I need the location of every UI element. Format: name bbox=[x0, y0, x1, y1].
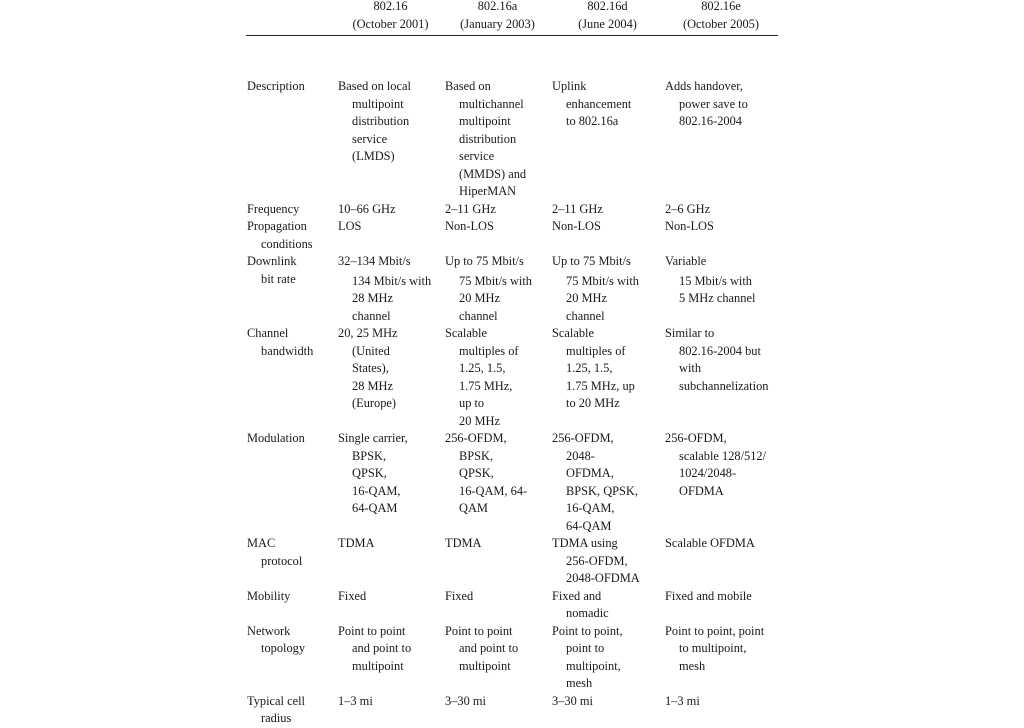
cell-line: multipoint bbox=[352, 96, 404, 111]
cell-line: (MMDS) and bbox=[459, 166, 527, 181]
cell-line: Fixed and bbox=[552, 588, 602, 603]
cell-line: multipoint bbox=[459, 658, 511, 673]
table-row bbox=[246, 218, 778, 253]
cell-line: Point to point, bbox=[552, 623, 623, 638]
cell-line: scalable 128/512/ bbox=[679, 448, 767, 463]
row-label bbox=[246, 218, 337, 253]
table-cell bbox=[551, 201, 664, 219]
table-cell bbox=[664, 535, 778, 588]
column-header-802-16 bbox=[337, 0, 444, 35]
table-cell bbox=[664, 693, 778, 728]
row-label-line: protocol bbox=[261, 553, 303, 568]
row-label-line: conditions bbox=[261, 236, 313, 251]
row-label-line: MAC bbox=[247, 536, 276, 550]
table-body bbox=[246, 72, 778, 728]
row-label-line: Downlink bbox=[247, 254, 297, 268]
column-header-802-16e bbox=[664, 0, 778, 35]
cell-line: Non-LOS bbox=[445, 219, 494, 233]
cell-line: 1–3 mi bbox=[338, 693, 373, 708]
table-cell bbox=[337, 623, 444, 693]
cell-line: Fixed bbox=[338, 588, 367, 603]
table-cell bbox=[444, 218, 551, 253]
table-cell bbox=[444, 253, 551, 325]
cell-line: BPSK, QPSK, bbox=[566, 483, 638, 498]
cell-line: Scalable OFDMA bbox=[665, 536, 755, 550]
table-cell bbox=[551, 430, 664, 535]
table-cell bbox=[337, 430, 444, 535]
cell-line: Variable bbox=[665, 254, 707, 268]
row-label-line: radius bbox=[261, 711, 292, 725]
cell-line: multichannel bbox=[459, 96, 524, 111]
column-header-802-16a bbox=[444, 0, 551, 35]
cell-line: multipoint bbox=[352, 658, 404, 673]
row-label bbox=[246, 78, 337, 201]
cell-line: Point to point, point bbox=[665, 623, 765, 638]
column-date: (January 2003) bbox=[460, 16, 535, 31]
cell-line: 1–3 mi bbox=[665, 693, 700, 708]
table-cell bbox=[664, 623, 778, 693]
row-label bbox=[246, 693, 337, 728]
cell-line: 2048- bbox=[566, 448, 595, 463]
table-cell bbox=[664, 218, 778, 253]
table-cell bbox=[444, 325, 551, 430]
cell-line: to multipoint, bbox=[679, 641, 747, 655]
table-cell bbox=[664, 588, 778, 623]
cell-line: 16-QAM, bbox=[566, 501, 615, 515]
table-cell bbox=[664, 253, 778, 325]
row-label bbox=[246, 588, 337, 623]
cell-line: multipoint bbox=[459, 114, 511, 128]
table-header bbox=[246, 0, 778, 72]
cell-line: 16-QAM, bbox=[352, 483, 401, 498]
row-label bbox=[246, 325, 337, 430]
cell-line: QPSK, bbox=[352, 466, 387, 480]
cell-line: 75 Mbit/s with bbox=[459, 273, 532, 288]
row-label-line: bit rate bbox=[261, 271, 296, 286]
table-row bbox=[246, 78, 778, 201]
column-date: (October 2005) bbox=[682, 16, 760, 31]
cell-line: Adds handover, bbox=[665, 79, 743, 93]
cell-line: BPSK, bbox=[459, 448, 494, 463]
table-row bbox=[246, 535, 778, 588]
table-cell bbox=[551, 693, 664, 728]
cell-line: Based on bbox=[445, 79, 491, 93]
table-cell bbox=[664, 325, 778, 430]
cell-line: 15 Mbit/s with bbox=[679, 273, 752, 288]
cell-line: 10–66 GHz bbox=[338, 201, 396, 216]
table-cell bbox=[444, 201, 551, 219]
cell-line: TDMA bbox=[445, 536, 482, 550]
cell-line: 20 MHz bbox=[566, 291, 607, 305]
cell-line: 5 MHz channel bbox=[679, 291, 756, 305]
table-cell bbox=[444, 588, 551, 623]
table-row bbox=[246, 693, 778, 728]
row-label bbox=[246, 430, 337, 535]
row-label-line: Description bbox=[247, 79, 305, 93]
cell-line: 802.16-2004 bbox=[679, 114, 742, 128]
row-label bbox=[246, 535, 337, 588]
cell-line: service bbox=[459, 149, 495, 163]
cell-line: multiples of bbox=[566, 343, 626, 358]
cell-line: Point to point bbox=[338, 623, 406, 638]
cell-line: 1.75 MHz, up bbox=[566, 378, 635, 393]
cell-line: Scalable bbox=[445, 326, 487, 340]
column-header-802-16d bbox=[551, 0, 664, 35]
table-cell bbox=[664, 78, 778, 201]
cell-line: enhancement bbox=[566, 96, 632, 111]
column-standard: 802.16e bbox=[701, 0, 741, 13]
cell-line: up to bbox=[459, 396, 485, 410]
cell-line: 256-OFDM, bbox=[445, 431, 507, 445]
cell-line: Similar to bbox=[665, 326, 715, 340]
cell-line: mesh bbox=[566, 676, 593, 690]
row-label bbox=[246, 623, 337, 693]
cell-line: 256-OFDM, bbox=[552, 431, 614, 445]
table-cell bbox=[444, 623, 551, 693]
cell-line: 32–134 Mbit/s bbox=[338, 254, 411, 268]
cell-line: (LMDS) bbox=[352, 149, 395, 163]
cell-line: Non-LOS bbox=[552, 219, 601, 233]
table-row bbox=[246, 325, 778, 430]
cell-line: channel bbox=[459, 308, 498, 323]
column-standard: 802.16d bbox=[587, 0, 628, 13]
table-cell bbox=[664, 430, 778, 535]
table-cell bbox=[551, 218, 664, 253]
table-cell bbox=[444, 535, 551, 588]
row-label bbox=[246, 253, 337, 325]
table-row bbox=[246, 253, 778, 325]
cell-line: 3–30 mi bbox=[552, 693, 593, 708]
table-cell bbox=[551, 78, 664, 201]
table-cell bbox=[551, 535, 664, 588]
cell-line: Scalable bbox=[552, 326, 594, 340]
cell-line: States), bbox=[352, 361, 389, 375]
table-cell bbox=[444, 693, 551, 728]
row-label-line: Mobility bbox=[247, 588, 291, 603]
cell-line: service bbox=[352, 131, 388, 146]
table-cell bbox=[551, 253, 664, 325]
cell-line: Fixed and mobile bbox=[665, 588, 752, 603]
cell-line: and point to bbox=[352, 641, 412, 655]
header-corner bbox=[246, 0, 337, 35]
cell-line: LOS bbox=[338, 219, 362, 233]
cell-line: 1.75 MHz, bbox=[459, 378, 513, 393]
cell-line: Up to 75 Mbit/s bbox=[552, 254, 631, 268]
cell-line: 64-QAM bbox=[352, 501, 398, 515]
cell-line: 20, 25 MHz bbox=[338, 326, 398, 340]
table-cell bbox=[337, 588, 444, 623]
cell-line: Single carrier, bbox=[338, 431, 408, 445]
cell-line: 2048-OFDMA bbox=[566, 571, 640, 585]
cell-line: Fixed bbox=[445, 588, 474, 603]
table-cell bbox=[337, 325, 444, 430]
cell-line: Non-LOS bbox=[665, 219, 714, 233]
table-cell bbox=[664, 201, 778, 219]
cell-line: 1024/2048- bbox=[679, 466, 737, 480]
cell-line: 256-OFDM, bbox=[566, 553, 628, 568]
cell-line: 28 MHz bbox=[352, 291, 393, 305]
row-label-line: bandwidth bbox=[261, 343, 314, 358]
cell-line: HiperMAN bbox=[459, 184, 517, 198]
cell-line: to 20 MHz bbox=[566, 396, 620, 410]
cell-line: mesh bbox=[679, 658, 706, 673]
table-cell bbox=[337, 693, 444, 728]
table-cell bbox=[337, 218, 444, 253]
cell-line: nomadic bbox=[566, 606, 609, 620]
table-row bbox=[246, 430, 778, 535]
cell-line: channel bbox=[352, 308, 391, 323]
cell-line: point to bbox=[566, 641, 605, 655]
cell-line: 28 MHz bbox=[352, 378, 393, 393]
cell-line: 1.25, 1.5, bbox=[566, 361, 613, 375]
column-date: (June 2004) bbox=[578, 16, 637, 31]
cell-line: Uplink bbox=[552, 79, 587, 93]
table-cell bbox=[337, 78, 444, 201]
cell-line: and point to bbox=[459, 641, 519, 655]
cell-line: with bbox=[679, 361, 702, 375]
table-cell bbox=[337, 201, 444, 219]
cell-line: 2–11 GHz bbox=[552, 201, 603, 216]
cell-line: 256-OFDM, bbox=[665, 431, 727, 445]
cell-line: power save to bbox=[679, 96, 748, 111]
cell-line: OFDMA bbox=[679, 483, 724, 498]
cell-line: Based on local bbox=[338, 79, 411, 93]
column-standard: 802.16 bbox=[373, 0, 408, 13]
cell-line: 2–6 GHz bbox=[665, 201, 711, 216]
table-cell bbox=[551, 325, 664, 430]
cell-line: channel bbox=[566, 308, 605, 323]
cell-line: QPSK, bbox=[459, 466, 494, 480]
cell-line: 16-QAM, 64- bbox=[459, 483, 528, 498]
cell-line: 1.25, 1.5, bbox=[459, 361, 506, 375]
cell-line: BPSK, bbox=[352, 448, 387, 463]
cell-line: 20 MHz bbox=[459, 413, 500, 428]
cell-line: Up to 75 Mbit/s bbox=[445, 254, 524, 268]
table-row bbox=[246, 588, 778, 623]
cell-line: Point to point bbox=[445, 623, 513, 638]
cell-line: 20 MHz bbox=[459, 291, 500, 305]
cell-line: TDMA bbox=[338, 536, 375, 550]
cell-line: multiples of bbox=[459, 343, 519, 358]
cell-line: 802.16-2004 but bbox=[679, 343, 761, 358]
cell-line: 64-QAM bbox=[566, 518, 612, 533]
cell-line: 2–11 GHz bbox=[445, 201, 496, 216]
cell-line: (Europe) bbox=[352, 396, 397, 410]
table-cell bbox=[337, 535, 444, 588]
row-label-line: Frequency bbox=[247, 201, 300, 216]
cell-line: 134 Mbit/s with bbox=[352, 273, 432, 288]
column-standard: 802.16a bbox=[477, 0, 518, 13]
row-label-line: Propagation bbox=[247, 219, 307, 233]
cell-line: 3–30 mi bbox=[445, 693, 486, 708]
table-cell bbox=[444, 430, 551, 535]
header-row bbox=[246, 0, 778, 35]
cell-line: 75 Mbit/s with bbox=[566, 273, 639, 288]
row-label-line: topology bbox=[261, 641, 306, 655]
table-cell bbox=[337, 253, 444, 325]
table-row bbox=[246, 201, 778, 219]
cell-line: to 802.16a bbox=[566, 114, 619, 128]
table-row bbox=[246, 623, 778, 693]
cell-line: QAM bbox=[459, 501, 488, 515]
cell-line: (United bbox=[352, 343, 390, 358]
row-label-line: Typical cell bbox=[247, 693, 305, 708]
column-date: (October 2001) bbox=[352, 16, 429, 31]
cell-line: distribution bbox=[459, 131, 517, 146]
table-cell bbox=[551, 623, 664, 693]
row-label-line: Network bbox=[247, 623, 291, 638]
cell-line: multipoint, bbox=[566, 658, 621, 673]
header-rule bbox=[246, 35, 778, 72]
table-cell bbox=[551, 588, 664, 623]
row-label bbox=[246, 201, 337, 219]
cell-line: TDMA using bbox=[552, 536, 618, 550]
cell-line: distribution bbox=[352, 114, 410, 128]
wimax-standards-table bbox=[246, 0, 778, 728]
cell-line: OFDMA, bbox=[566, 466, 614, 480]
cell-line: subchannelization bbox=[679, 378, 769, 393]
row-label-line: Channel bbox=[247, 326, 289, 340]
row-label-line: Modulation bbox=[247, 431, 305, 445]
table-cell bbox=[444, 78, 551, 201]
